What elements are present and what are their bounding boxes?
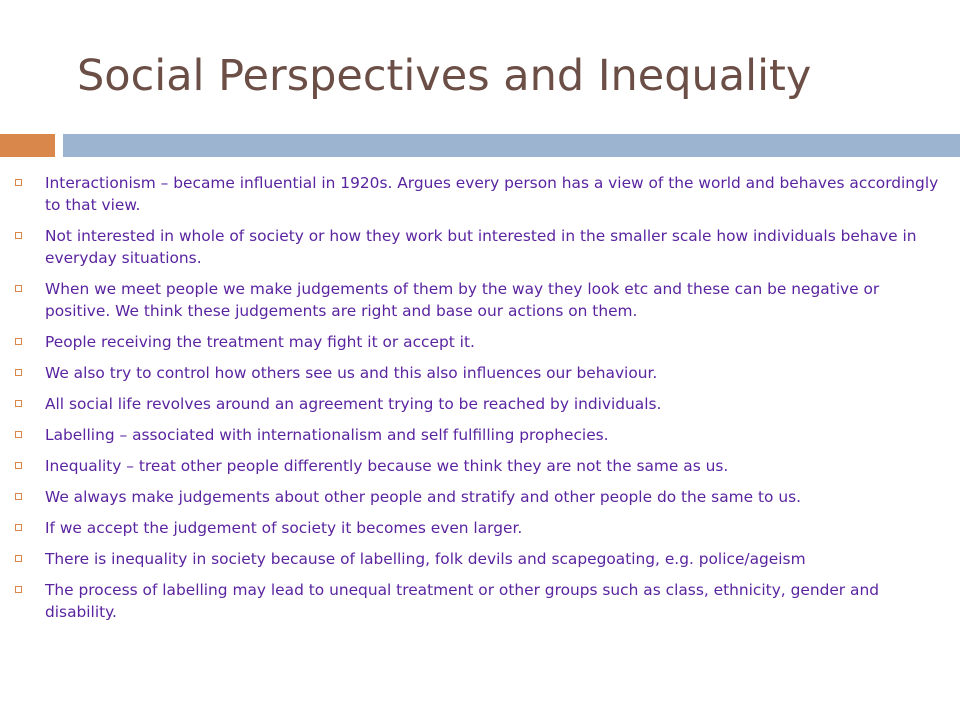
bullet-text: People receiving the treatment may fight it or accept it. [45, 333, 475, 351]
list-item [0, 172, 960, 216]
hollow-square-icon [15, 493, 22, 500]
accent-bar [0, 134, 55, 157]
hollow-square-icon [15, 431, 22, 438]
bullet-text: Not interested in whole of society or how they work but interested in the smaller scale how individuals behave in everyday situations. [45, 227, 917, 267]
bullet-list [0, 172, 960, 632]
bullet-text: The process of labelling may lead to unequal treatment or other groups such as class, ethnicity, gender and disability. [45, 581, 879, 621]
list-item [0, 278, 960, 322]
slide-title: Social Perspectives and Inequality [77, 51, 812, 101]
bullet-text: Interactionism – became influential in 1920s. Argues every person has a view of the world and behaves accordingly to that view. [45, 174, 939, 214]
bullet-text: When we meet people we make judgements of them by the way they look etc and these can be negative or positive. We think these judgements are right and base our actions on them. [45, 280, 880, 320]
hollow-square-icon [15, 524, 22, 531]
list-item [0, 517, 960, 539]
list-item [0, 424, 960, 446]
list-item [0, 579, 960, 623]
list-item [0, 393, 960, 415]
hollow-square-icon [15, 400, 22, 407]
list-item [0, 455, 960, 477]
hollow-square-icon [15, 232, 22, 239]
hollow-square-icon [15, 586, 22, 593]
list-item [0, 225, 960, 269]
hollow-square-icon [15, 555, 22, 562]
bullet-text: Inequality – treat other people differently because we think they are not the same as us. [45, 457, 729, 475]
list-item [0, 362, 960, 384]
bullet-text: Labelling – associated with internationalism and self fulfilling prophecies. [45, 426, 609, 444]
bullet-text: We always make judgements about other people and stratify and other people do the same to us. [45, 488, 801, 506]
hollow-square-icon [15, 462, 22, 469]
list-item [0, 548, 960, 570]
hollow-square-icon [15, 285, 22, 292]
bullet-text: We also try to control how others see us and this also influences our behaviour. [45, 364, 658, 382]
title-rule-bar [63, 134, 960, 157]
list-item [0, 331, 960, 353]
bullet-text: All social life revolves around an agreement trying to be reached by individuals. [45, 395, 662, 413]
hollow-square-icon [15, 179, 22, 186]
hollow-square-icon [15, 338, 22, 345]
hollow-square-icon [15, 369, 22, 376]
bullet-text: If we accept the judgement of society it becomes even larger. [45, 519, 523, 537]
list-item [0, 486, 960, 508]
bullet-text: There is inequality in society because of labelling, folk devils and scapegoating, e.g. police/ageism [45, 550, 806, 568]
